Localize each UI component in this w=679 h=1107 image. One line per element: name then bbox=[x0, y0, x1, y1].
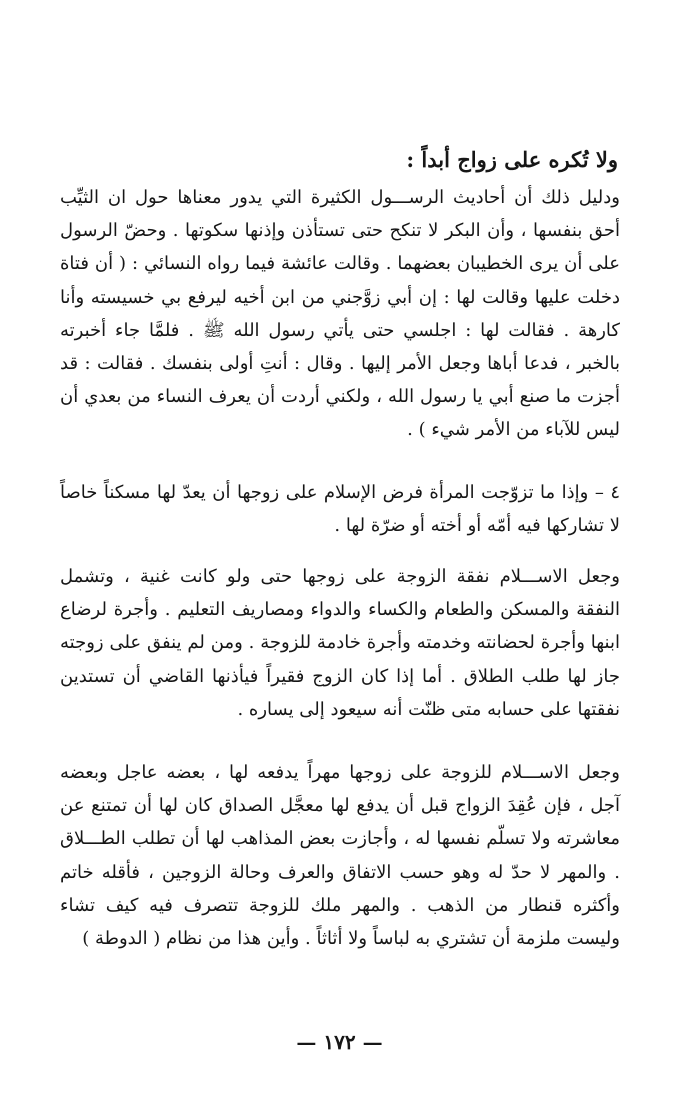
paragraph-text: وجعل الاســـلام نفقة الزوجة على زوجها حتى ولو كانت غنية ، وتشمل النفقة والمسكن والطعام والكساء والدواء ومصاريف التعليم . وأجرة لرضاع ابنها وأجرة لحضانته وخدمته وأجرة خادمة للزوجة . ومن لم ينفق على زوجته جاز لها طلب الطلاق . أما إذا كان الزوج فقيراً فيأذنها القاضي أن تستدين نفقتها على حسابه متى ظنّت أنه سيعود إلى يساره . bbox=[60, 566, 620, 720]
paragraph-wife-maintenance bbox=[60, 560, 620, 726]
section-heading: ولا تُكره على زواج أبداً : bbox=[406, 147, 618, 172]
paragraph-text: ودليل ذلك أن أحاديث الرســـول الكثيرة التي يدور معناها حول ان الثيِّب أحق بنفسها ، وأن البكر لا تنكح حتى تستأذن وإذنها سكوتها . وحضّ الرسول على أن يرى الخطيبان بعضهما . وقالت عائشة فيما رواه النسائي : ( أن فتاة دخلت عليها وقالت لها : إن أبي زوَّجني من ابن أخيه ليرفع بي خسيسته وأنا كارهة . فقالت لها : اجلسي حتى يأتي رسول الله ﷺ . فلمَّا جاء أخبرته بالخبر ، فدعا أباها وجعل الأمر إليها . وقال : أنتِ أولى بنفسك . فقالت : قد أجزت ما صنع أبي يا رسول الله ، ولكني أردت أن يعرف النساء من بعدي أن ليس للآباء من الأمر شيء ) . bbox=[60, 187, 620, 441]
paragraph-text: وجعل الاســـلام للزوجة على زوجها مهراً يدفعه لها ، بعضه عاجل وبعضه آجل ، فإن عُقِدَ الزواج قبل أن يدفع لها معجَّل الصداق كان لها أن تمتنع عن معاشرته ولا تسلّم نفسها له ، وأجازت بعض المذاهب لها أن تطلب الطـــلاق . والمهر لا حدّ له وهو حسب الاتفاق والعرف وحالة الزوجين ، فأقله خاتم وأكثره قنطار من الذهب . والمهر ملك للزوجة تتصرف فيه كيف تشاء وليست ملزمة أن تشتري به لباساً ولا أثاثاً . وأين هذا من نظام ( الدوطة ) bbox=[60, 762, 620, 950]
page-number: — ١٧٢ — bbox=[296, 1030, 383, 1054]
paragraph-separate-home bbox=[60, 476, 620, 542]
paragraph-dowry bbox=[60, 756, 620, 955]
paragraph-text: ٤ – وإذا ما تزوّجت المرأة فرض الإسلام على زوجها أن يعدّ لها مسكناً خاصاً لا تشاركها فيه أمّه أو أخته أو ضرّة لها . bbox=[60, 482, 620, 537]
paragraph-hadith-evidence bbox=[60, 181, 620, 447]
